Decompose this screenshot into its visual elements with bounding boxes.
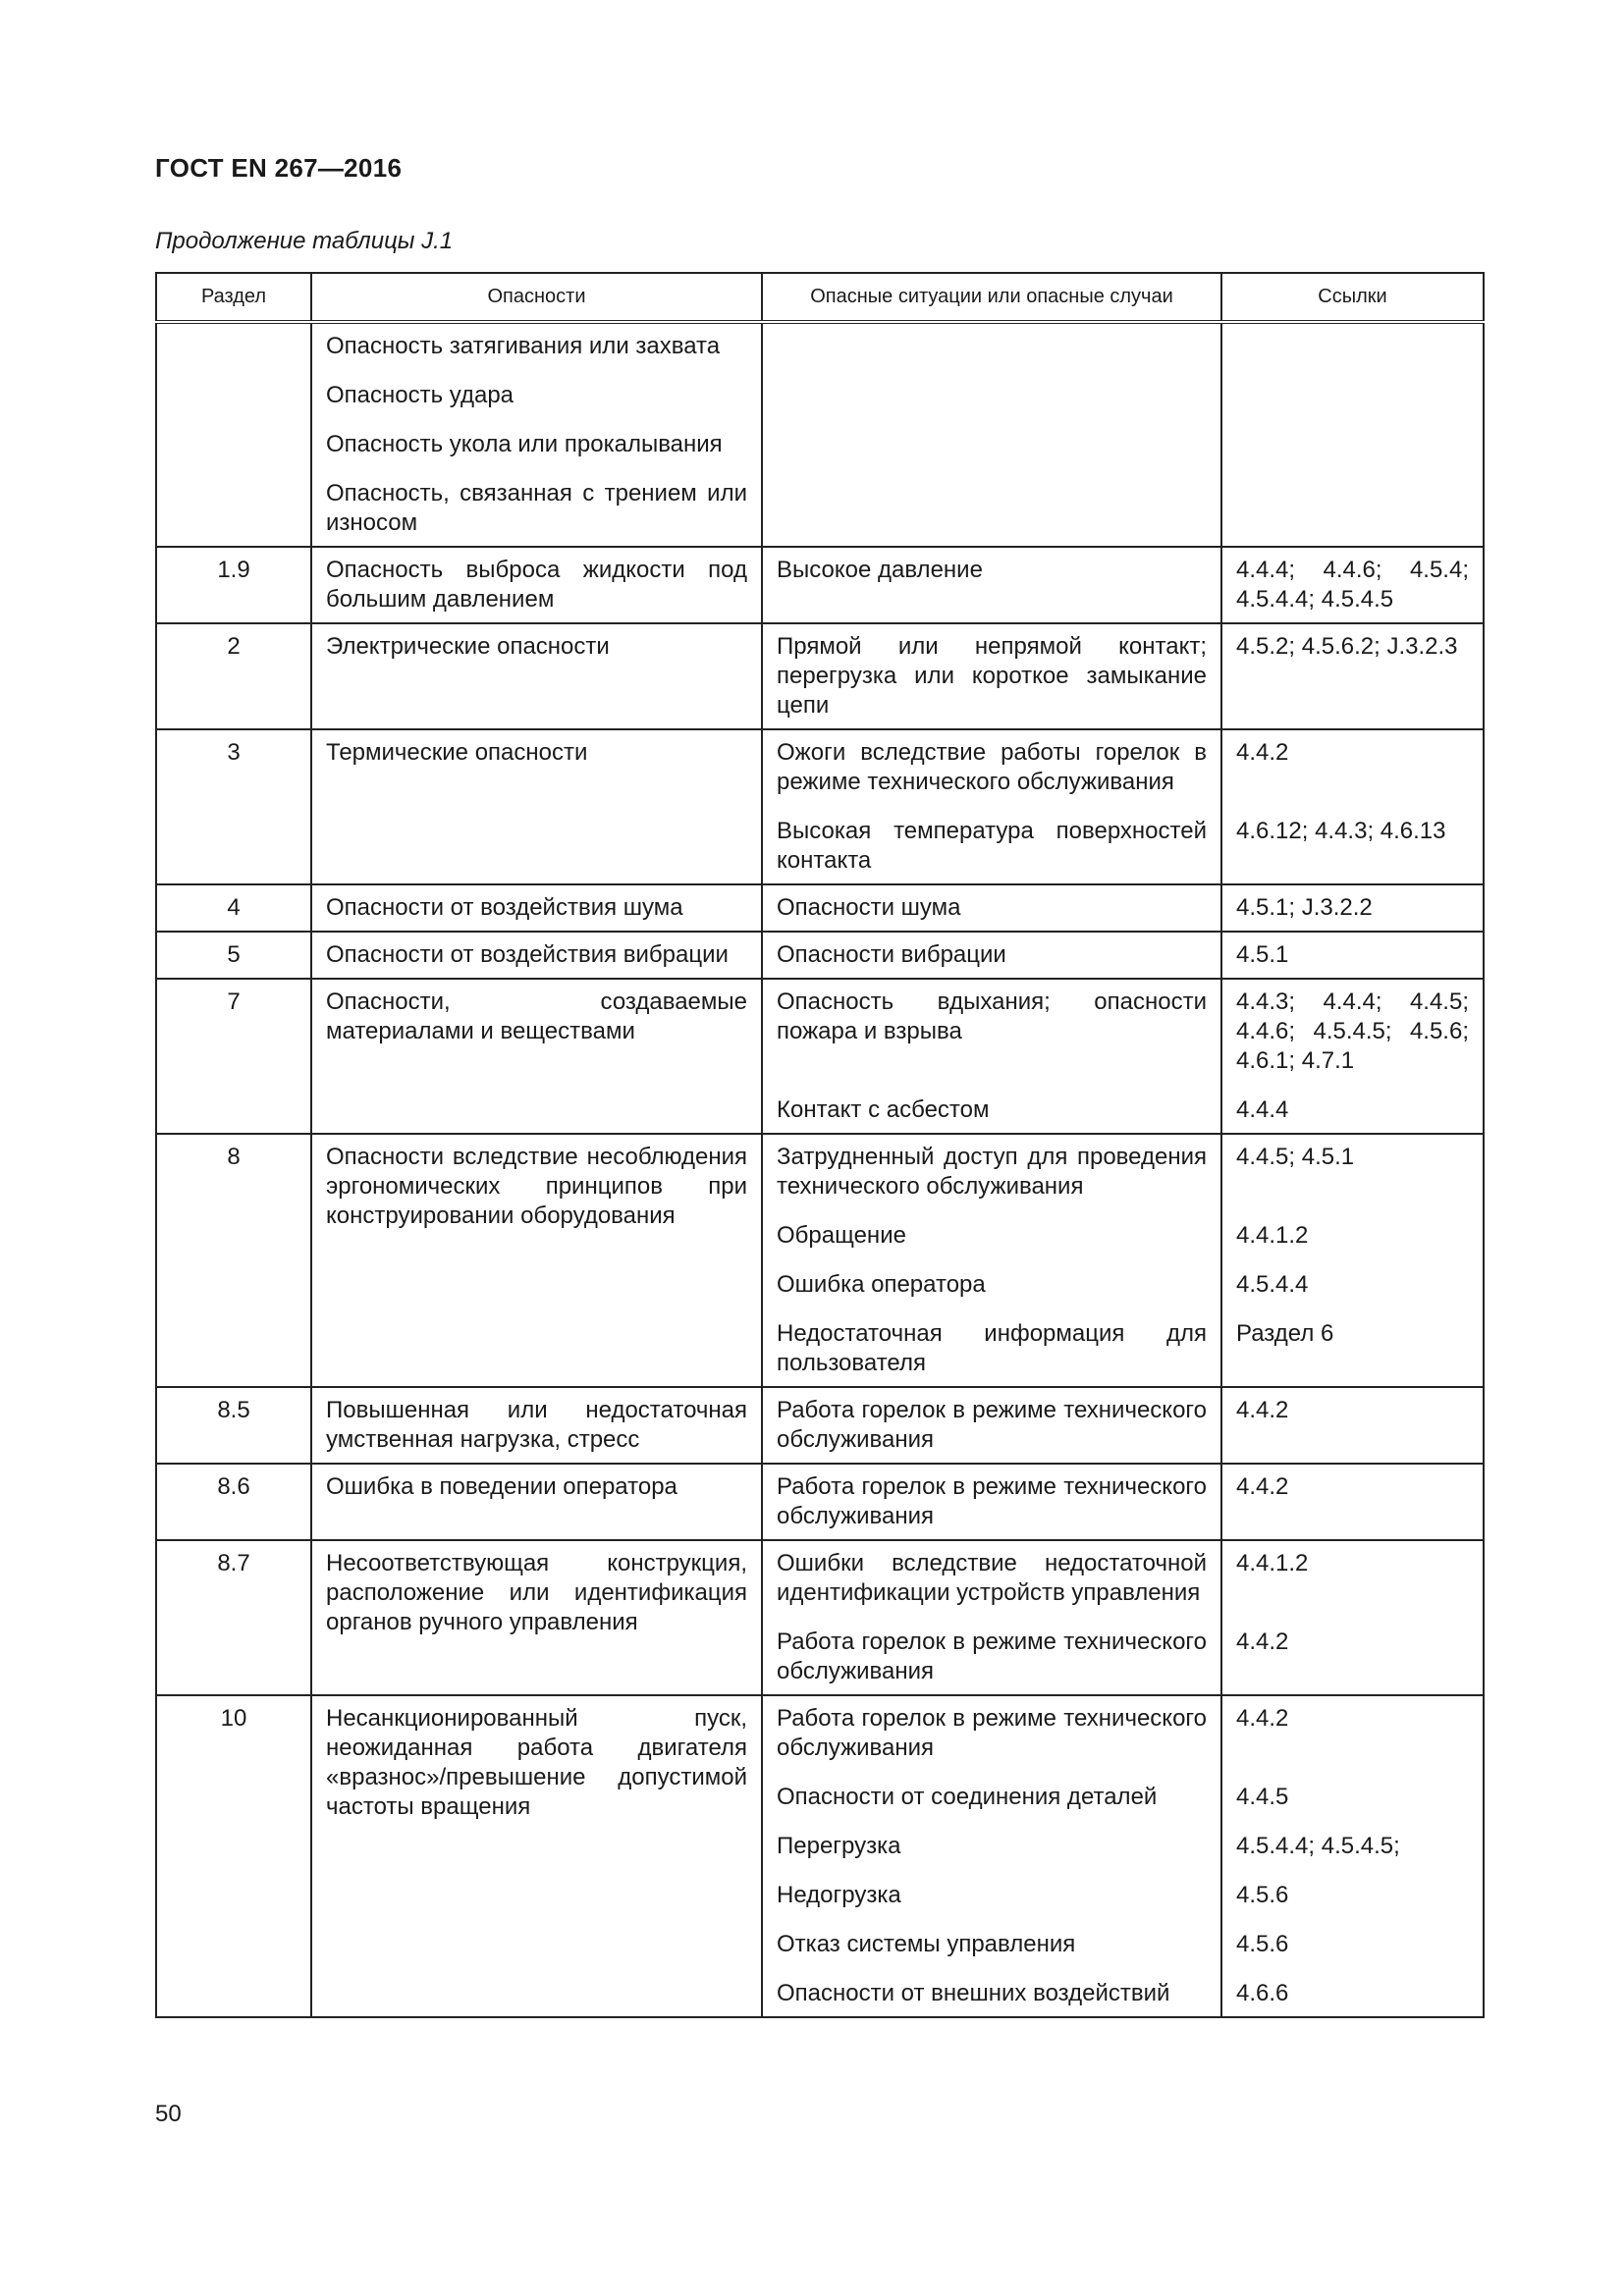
situation-item: Контакт с асбестом <box>777 1096 990 1123</box>
column-header-references: Ссылки <box>1221 273 1484 322</box>
hazards-cell <box>311 932 762 979</box>
table-row <box>156 884 1484 932</box>
references-cell <box>1221 1464 1484 1540</box>
hazard-item: Опасность удара <box>326 382 514 408</box>
hazards-cell <box>311 1540 762 1695</box>
section-cell: 4 <box>156 884 311 932</box>
references-cell <box>1221 322 1484 547</box>
section-cell: 10 <box>156 1695 311 2017</box>
hazard-item: Опасность, связанная с трением или износом <box>326 480 747 536</box>
reference-item: 4.4.2 <box>1236 1629 1289 1655</box>
situation-item: Ошибки вследствие недостаточной идентификации устройств управления <box>777 1550 1207 1606</box>
situation-item: Работа горелок в режиме технического обслуживания <box>777 1629 1207 1684</box>
situation-item: Ошибка оператора <box>777 1271 986 1298</box>
hazard-item: Опасность укола или прокалывания <box>326 431 723 457</box>
references-cell <box>1221 884 1484 932</box>
situations-cell <box>762 547 1221 623</box>
situation-item: Ожоги вследствие работы горелок в режиме технического обслуживания <box>777 739 1207 795</box>
section-cell: 2 <box>156 623 311 729</box>
situation-item: Недостаточная информация для пользователя <box>777 1320 1207 1376</box>
situations-cell <box>762 1387 1221 1464</box>
section-cell: 8 <box>156 1134 311 1387</box>
reference-item: 4.4.2 <box>1236 1397 1289 1423</box>
hazards-cell <box>311 1134 762 1387</box>
table-header-row <box>156 273 1484 322</box>
reference-item: 4.4.5; 4.5.1 <box>1236 1144 1355 1170</box>
table-row <box>156 547 1484 623</box>
references-cell <box>1221 932 1484 979</box>
situation-item: Опасность вдыхания; опасности пожара и взрыва <box>777 988 1207 1044</box>
table-caption: Продолжение таблицы J.1 <box>155 228 454 254</box>
reference-item: 4.4.2 <box>1236 1705 1289 1732</box>
hazards-cell <box>311 547 762 623</box>
reference-item: 4.5.2; 4.5.6.2; J.3.2.3 <box>1236 633 1458 660</box>
reference-item: 4.5.4.4; 4.5.4.5; <box>1236 1833 1400 1859</box>
hazard-item: Опасности от воздействия шума <box>326 894 683 921</box>
situation-item: Высокое давление <box>777 557 983 583</box>
situation-item: Опасности от соединения деталей <box>777 1784 1158 1810</box>
hazards-cell <box>311 1695 762 2017</box>
table-body <box>156 322 1484 2017</box>
reference-item: 4.5.6 <box>1236 1882 1289 1908</box>
hazard-item: Ошибка в поведении оператора <box>326 1473 677 1500</box>
situations-cell <box>762 1695 1221 2017</box>
hazard-item: Опасность затягивания или захвата <box>326 333 721 359</box>
reference-item: 4.4.5 <box>1236 1784 1289 1810</box>
situation-item: Недогрузка <box>777 1882 901 1908</box>
table-row <box>156 1134 1484 1387</box>
hazards-cell <box>311 979 762 1134</box>
situations-cell <box>762 932 1221 979</box>
hazard-item: Опасности, создаваемые материалами и веществами <box>326 988 747 1044</box>
hazard-item: Несанкционированный пуск, неожиданная работа двигателя «вразнос»/превышение допустимой частоты вращения <box>326 1705 747 1820</box>
hazard-item: Опасность выброса жидкости под большим давлением <box>326 557 747 613</box>
reference-item: 4.4.1.2 <box>1236 1550 1309 1576</box>
reference-item: 4.6.12; 4.4.3; 4.6.13 <box>1236 818 1446 844</box>
hazards-cell <box>311 884 762 932</box>
reference-item: 4.5.4.4 <box>1236 1271 1309 1298</box>
references-cell <box>1221 1134 1484 1387</box>
situation-item: Прямой или непрямой контакт; перегрузка или короткое замыкание цепи <box>777 633 1207 719</box>
hazard-item: Повышенная или недостаточная умственная нагрузка, стресс <box>326 1397 747 1453</box>
section-cell: 8.5 <box>156 1387 311 1464</box>
table-row <box>156 1695 1484 2017</box>
table-row <box>156 1464 1484 1540</box>
hazards-cell <box>311 1464 762 1540</box>
situation-item: Работа горелок в режиме технического обслуживания <box>777 1397 1207 1453</box>
reference-item: 4.4.1.2 <box>1236 1222 1309 1249</box>
situations-cell <box>762 979 1221 1134</box>
table-row <box>156 1387 1484 1464</box>
references-cell <box>1221 1540 1484 1695</box>
hazard-item: Опасности вследствие несоблюдения эргономических принципов при конструировании оборудования <box>326 1144 747 1229</box>
situation-item: Затрудненный доступ для проведения технического обслуживания <box>777 1144 1207 1200</box>
situation-item: Высокая температура поверхностей контакта <box>777 818 1207 874</box>
situations-cell <box>762 1540 1221 1695</box>
situation-item: Перегрузка <box>777 1833 901 1859</box>
reference-item: 4.4.4; 4.4.6; 4.5.4; 4.5.4.4; 4.5.4.5 <box>1236 557 1469 613</box>
references-cell <box>1221 979 1484 1134</box>
section-cell: 8.7 <box>156 1540 311 1695</box>
section-cell <box>156 322 311 547</box>
hazard-item: Электрические опасности <box>326 633 610 660</box>
table-row <box>156 979 1484 1134</box>
hazards-cell <box>311 322 762 547</box>
references-cell <box>1221 729 1484 884</box>
reference-item: 4.5.1 <box>1236 941 1289 968</box>
page-number: 50 <box>155 2101 182 2127</box>
reference-item: Раздел 6 <box>1236 1320 1334 1347</box>
hazard-item: Термические опасности <box>326 739 588 766</box>
column-header-hazards: Опасности <box>311 273 762 322</box>
section-cell: 8.6 <box>156 1464 311 1540</box>
situation-item: Работа горелок в режиме технического обслуживания <box>777 1473 1207 1529</box>
situations-cell <box>762 1134 1221 1387</box>
situation-item: Опасности вибрации <box>777 941 1006 968</box>
references-cell <box>1221 547 1484 623</box>
column-header-situations: Опасные ситуации или опасные случаи <box>762 273 1221 322</box>
table-row <box>156 623 1484 729</box>
situations-cell <box>762 884 1221 932</box>
situation-item: Опасности шума <box>777 894 961 921</box>
situations-cell <box>762 322 1221 547</box>
situations-cell <box>762 729 1221 884</box>
reference-item: 4.6.6 <box>1236 1980 1289 2006</box>
reference-item: 4.4.3; 4.4.4; 4.4.5; 4.4.6; 4.5.4.5; 4.5.6; 4.6.1; 4.7.1 <box>1236 988 1469 1074</box>
situations-cell <box>762 1464 1221 1540</box>
column-header-section: Раздел <box>156 273 311 322</box>
situation-item: Опасности от внешних воздействий <box>777 1980 1170 2006</box>
reference-item: 4.4.4 <box>1236 1096 1289 1123</box>
table-row <box>156 1540 1484 1695</box>
situations-cell <box>762 623 1221 729</box>
table-row <box>156 729 1484 884</box>
section-cell: 3 <box>156 729 311 884</box>
section-cell: 1.9 <box>156 547 311 623</box>
hazard-item: Опасности от воздействия вибрации <box>326 941 729 968</box>
hazards-cell <box>311 623 762 729</box>
reference-item: 4.5.6 <box>1236 1931 1289 1957</box>
situation-item: Отказ системы управления <box>777 1931 1076 1957</box>
hazards-cell <box>311 729 762 884</box>
section-cell: 5 <box>156 932 311 979</box>
hazards-cell <box>311 1387 762 1464</box>
table-row <box>156 322 1484 547</box>
table-row <box>156 932 1484 979</box>
reference-item: 4.4.2 <box>1236 1473 1289 1500</box>
situation-item: Обращение <box>777 1222 906 1249</box>
reference-item: 4.4.2 <box>1236 739 1289 766</box>
references-cell <box>1221 1387 1484 1464</box>
reference-item: 4.5.1; J.3.2.2 <box>1236 894 1373 921</box>
references-cell <box>1221 1695 1484 2017</box>
document-title: ГОСТ EN 267—2016 <box>155 153 403 183</box>
references-cell <box>1221 623 1484 729</box>
hazards-table <box>155 272 1485 2018</box>
situation-item: Работа горелок в режиме технического обслуживания <box>777 1705 1207 1761</box>
hazard-item: Несоответствующая конструкция, расположение или идентификация органов ручного управления <box>326 1550 747 1635</box>
section-cell: 7 <box>156 979 311 1134</box>
